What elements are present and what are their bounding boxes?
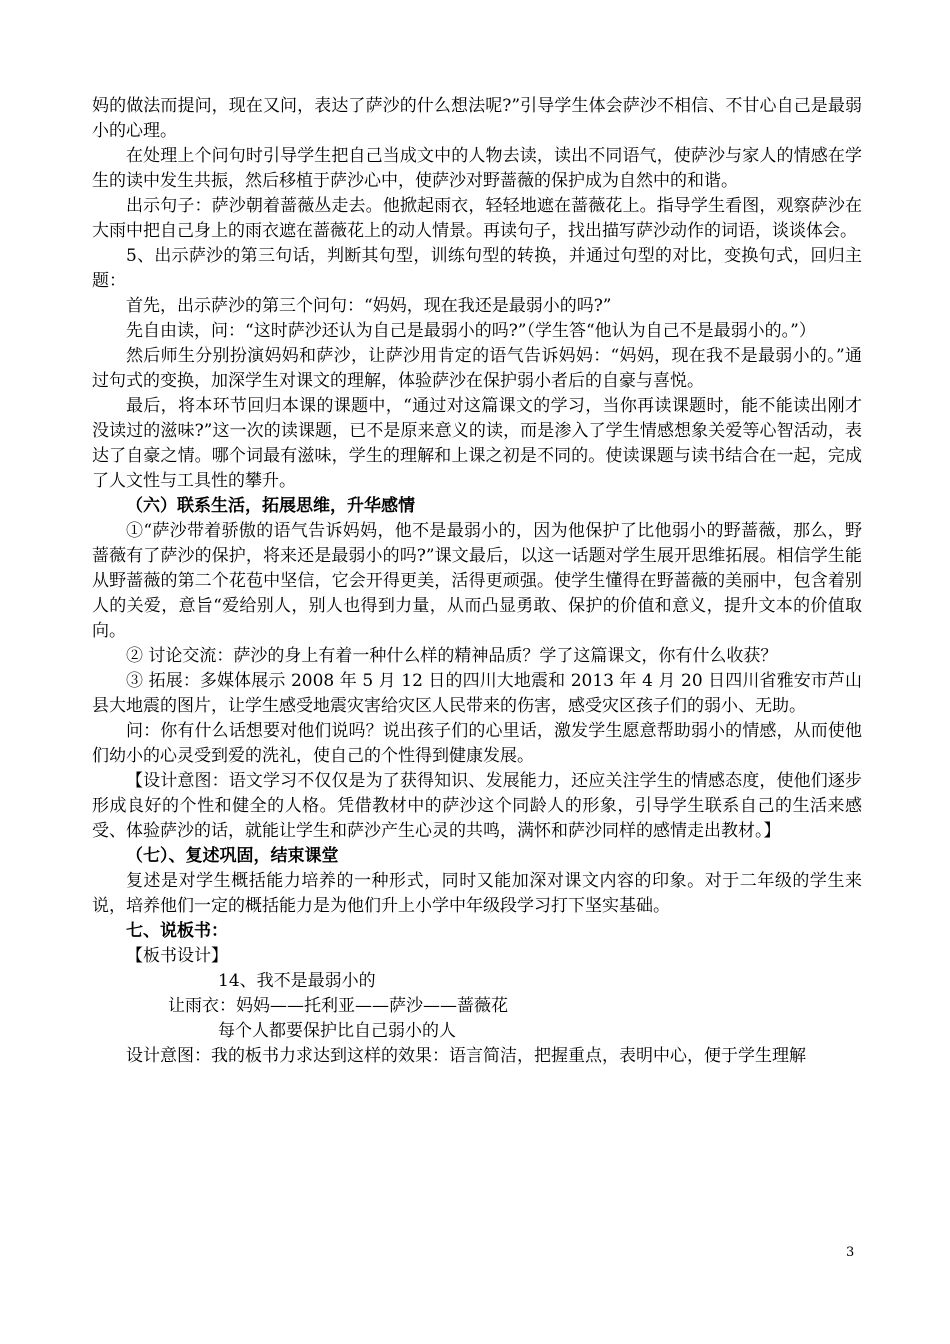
paragraph: 首先，出示萨沙的第三个问句：“妈妈，现在我还是最弱小的吗?” [126, 296, 612, 316]
paragraph: 最后，将本环节回归本课的课题中，“通过对这篇课文的学习，当你再读课题时，能不能读出刚才没读过的滋味?”这一次的读课题，已不是原来意义的读，而是渗入了学生情感想象关爱等心智活动，表达了自豪之情。哪个词最有滋味，学生的理解和上课之初是不同的。使读课题与读书结合在一起，完成了人文性与工具性的攀升。 [92, 396, 862, 491]
section-heading: （六）联系生活，拓展思维，升华感情 [126, 496, 415, 516]
section-heading: （七）、复述巩固，结束课堂 [126, 846, 339, 866]
board-line: 让雨衣：妈妈——托利亚——萨沙——蔷薇花 [168, 996, 508, 1016]
paragraph: 5、出示萨沙的第三句话，判断其句型，训练句型的转换，并通过句型的对比，变换句式，回归主题： [92, 246, 862, 291]
paragraph: 在处理上个问句时引导学生把自己当成文中的人物去读，读出不同语气，使萨沙与家人的情感在学生的读中发生共振，然后移植于萨沙心中，使萨沙对野蔷薇的保护成为自然中的和谐。 [92, 146, 862, 191]
document-body [92, 94, 862, 1069]
paragraph: 问：你有什么话想要对他们说吗？说出孩子们的心里话，激发学生愿意帮助弱小的情感，从而使他们幼小的心灵受到爱的洗礼，使自己的个性得到健康发展。 [92, 721, 862, 766]
board-line: 每个人都要保护比自己弱小的人 [218, 1021, 456, 1041]
design-intent: 【设计意图：语文学习不仅仅是为了获得知识、发展能力，还应关注学生的情感态度，使他们逐步形成良好的个性和健全的人格。凭借教材中的萨沙这个同龄人的形象，引导学生联系自己的生活来感受、体验萨沙的话，就能让学生和萨沙产生心灵的共鸣，满怀和萨沙同样的感情走出教材。】 [92, 771, 862, 841]
paragraph: ② 讨论交流：萨沙的身上有着一种什么样的精神品质？学了这篇课文，你有什么收获？ [126, 646, 778, 666]
paragraph: 妈的做法而提问，现在又问，表达了萨沙的什么想法呢?”引导学生体会萨沙不相信、不甘心自己是最弱小的心理。 [92, 96, 862, 141]
page-number: 3 [846, 1245, 855, 1260]
board-title: 14、我不是最弱小的 [218, 971, 376, 991]
section-heading: 七、说板书： [126, 921, 228, 941]
paragraph: 先自由读，问：“这时萨沙还认为自己是最弱小的吗?”（学生答“他认为自己不是最弱小的。”） [126, 321, 816, 341]
paragraph: ①“萨沙带着骄傲的语气告诉妈妈，他不是最弱小的，因为他保护了比他弱小的野蔷薇，那么，野蔷薇有了萨沙的保护，将来还是最弱小的吗?”课文最后，以这一话题对学生展开思维拓展。相信学生能从野蔷薇的第二个花苞中坚信，它会开得更美，活得更顽强。使学生懂得在野蔷薇的美丽中，包含着别人的关爱，意旨“爱给别人，别人也得到力量，从而凸显勇敢、保护的价值和意义，提升文本的价值取向。 [92, 521, 862, 641]
paragraph: 设计意图：我的板书力求达到这样的效果：语言简洁，把握重点，表明中心，便于学生理解 [126, 1046, 806, 1066]
paragraph: 复述是对学生概括能力培养的一种形式，同时又能加深对课文内容的印象。对于二年级的学生来说，培养他们一定的概括能力是为他们升上小学中年级段学习打下坚实基础。 [92, 871, 862, 916]
paragraph: 出示句子：萨沙朝着蔷薇丛走去。他掀起雨衣，轻轻地遮在蔷薇花上。指导学生看图，观察萨沙在大雨中把自己身上的雨衣遮在蔷薇花上的动人情景。再读句子，找出描写萨沙动作的词语，谈谈体会。 [92, 196, 862, 241]
paragraph: 然后师生分别扮演妈妈和萨沙，让萨沙用肯定的语气告诉妈妈：“妈妈，现在我不是最弱小的。”通过句式的变换，加深学生对课文的理解，体验萨沙在保护弱小者后的自豪与喜悦。 [92, 346, 862, 391]
paragraph: ③ 拓展：多媒体展示 2008 年 5 月 12 日的四川大地震和 2013 年 4 月 20 日四川省雅安市芦山县大地震的图片，让学生感受地震灾害给灾区人民带来的伤害，感受灾区孩子们的弱小、无助。 [92, 671, 862, 716]
board-label: 【板书设计】 [126, 946, 228, 966]
